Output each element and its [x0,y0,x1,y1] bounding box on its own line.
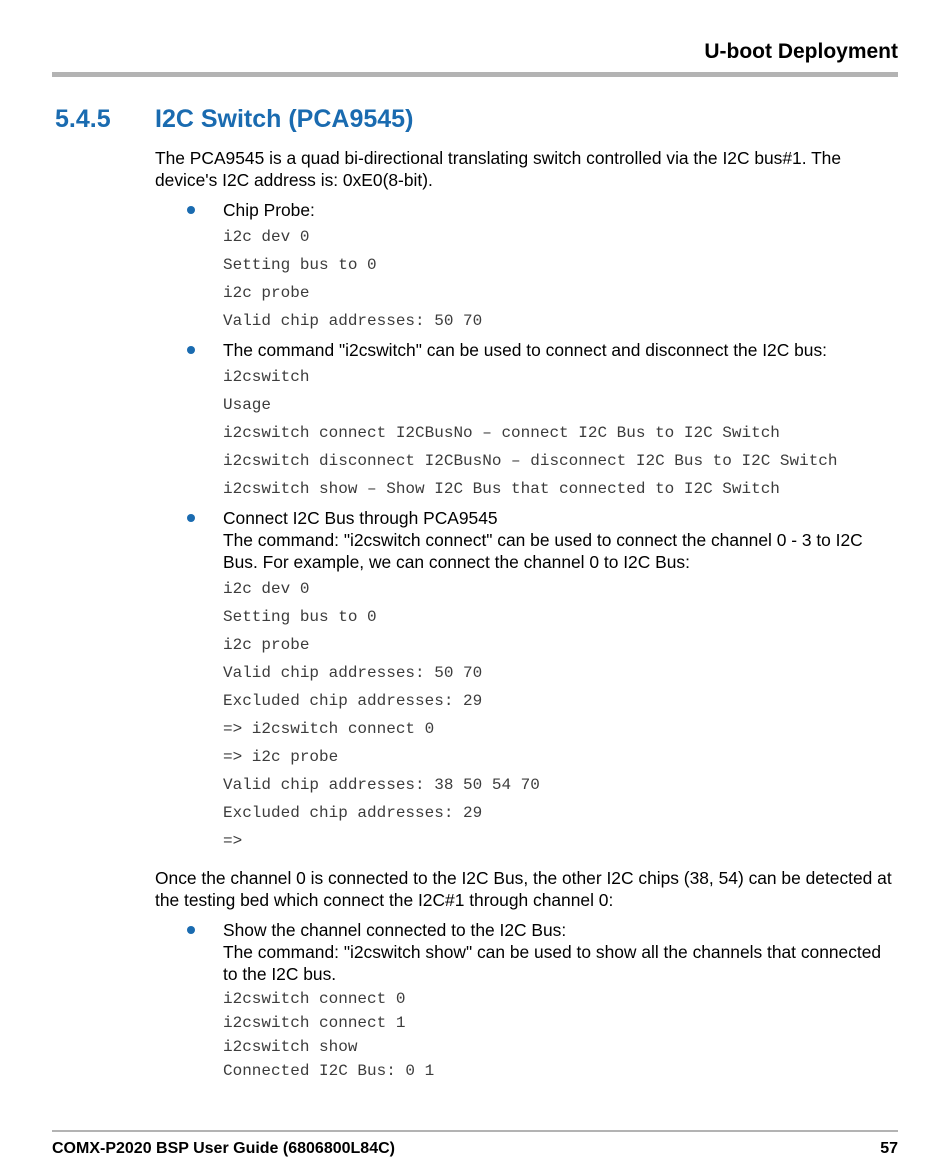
bullet-chip-probe [223,199,900,333]
code-line: i2c dev 0 [223,580,310,598]
bullet-heading: Show the channel connected to the I2C Bus: [223,920,567,940]
bullet-heading: Connect I2C Bus through PCA9545 [223,508,498,528]
section-number: 5.4.5 [55,105,111,133]
code-line: i2c probe [223,284,310,302]
page-header-title: U-boot Deployment [704,40,898,63]
footer-rule [52,1130,898,1132]
code-line: Excluded chip addresses: 29 [223,692,483,710]
bullet-text [223,507,900,573]
code-line: Usage [223,396,272,414]
header-rule [52,72,898,77]
code-line: i2cswitch show [223,1038,358,1056]
bullet-text: The command "i2cswitch" can be used to connect and disconnect the I2C bus: [223,340,827,360]
intro-paragraph: The PCA9545 is a quad bi-directional translating switch controlled via the I2C bus#1. The device's I2C address is: 0xE0(8-bit). [155,148,842,190]
code-block [223,225,900,333]
code-line: Excluded chip addresses: 29 [223,804,483,822]
code-line: i2c probe [223,636,310,654]
bullet-icon [187,514,195,522]
bullet-text [223,919,900,985]
bullet-icon [187,926,195,934]
bullet-i2cswitch-command [223,339,900,501]
code-block [223,365,900,501]
followup-paragraph: Once the channel 0 is connected to the I2C Bus, the other I2C chips (38, 54) can be detected at the testing bed which connect the I2C#1 through channel 0: [155,868,892,910]
page-content [155,147,900,1083]
section-heading [55,105,413,134]
section-title: I2C Switch (PCA9545) [155,105,414,133]
code-line: => i2c probe [223,748,339,766]
bullet-connect-i2c-bus [223,507,900,853]
code-line: Setting bus to 0 [223,608,377,626]
code-line: i2cswitch connect 0 [223,990,406,1008]
code-block [223,987,900,1083]
code-line: i2cswitch [223,368,310,386]
code-line: i2cswitch connect I2CBusNo – connect I2C Bus to I2C Switch [223,424,780,442]
bullet-icon [187,206,195,214]
bullet-text: Chip Probe: [223,200,315,220]
bullet-description: The command: "i2cswitch show" can be used to show all the channels that connected to the I2C bus. [223,942,882,984]
code-line: Valid chip addresses: 50 70 [223,664,483,682]
footer-document-title: COMX-P2020 BSP User Guide (6806800L84C) [52,1140,395,1157]
code-line: => i2cswitch connect 0 [223,720,435,738]
footer-page-number: 57 [880,1140,898,1157]
code-line: Connected I2C Bus: 0 1 [223,1062,435,1080]
code-line: i2cswitch disconnect I2CBusNo – disconnect I2C Bus to I2C Switch [223,452,838,470]
code-line: i2c dev 0 [223,228,310,246]
code-line: => [223,832,243,850]
code-line: i2cswitch connect 1 [223,1014,406,1032]
code-line: Setting bus to 0 [223,256,377,274]
code-line: Valid chip addresses: 38 50 54 70 [223,776,540,794]
code-block [223,577,900,853]
code-line: i2cswitch show – Show I2C Bus that connected to I2C Switch [223,480,780,498]
bullet-show-channel [223,919,900,1083]
bullet-icon [187,346,195,354]
code-line: Valid chip addresses: 50 70 [223,312,483,330]
bullet-description: The command: "i2cswitch connect" can be used to connect the channel 0 - 3 to I2C Bus. For example, we can connect the channel 0 to I2C Bus: [223,530,863,572]
